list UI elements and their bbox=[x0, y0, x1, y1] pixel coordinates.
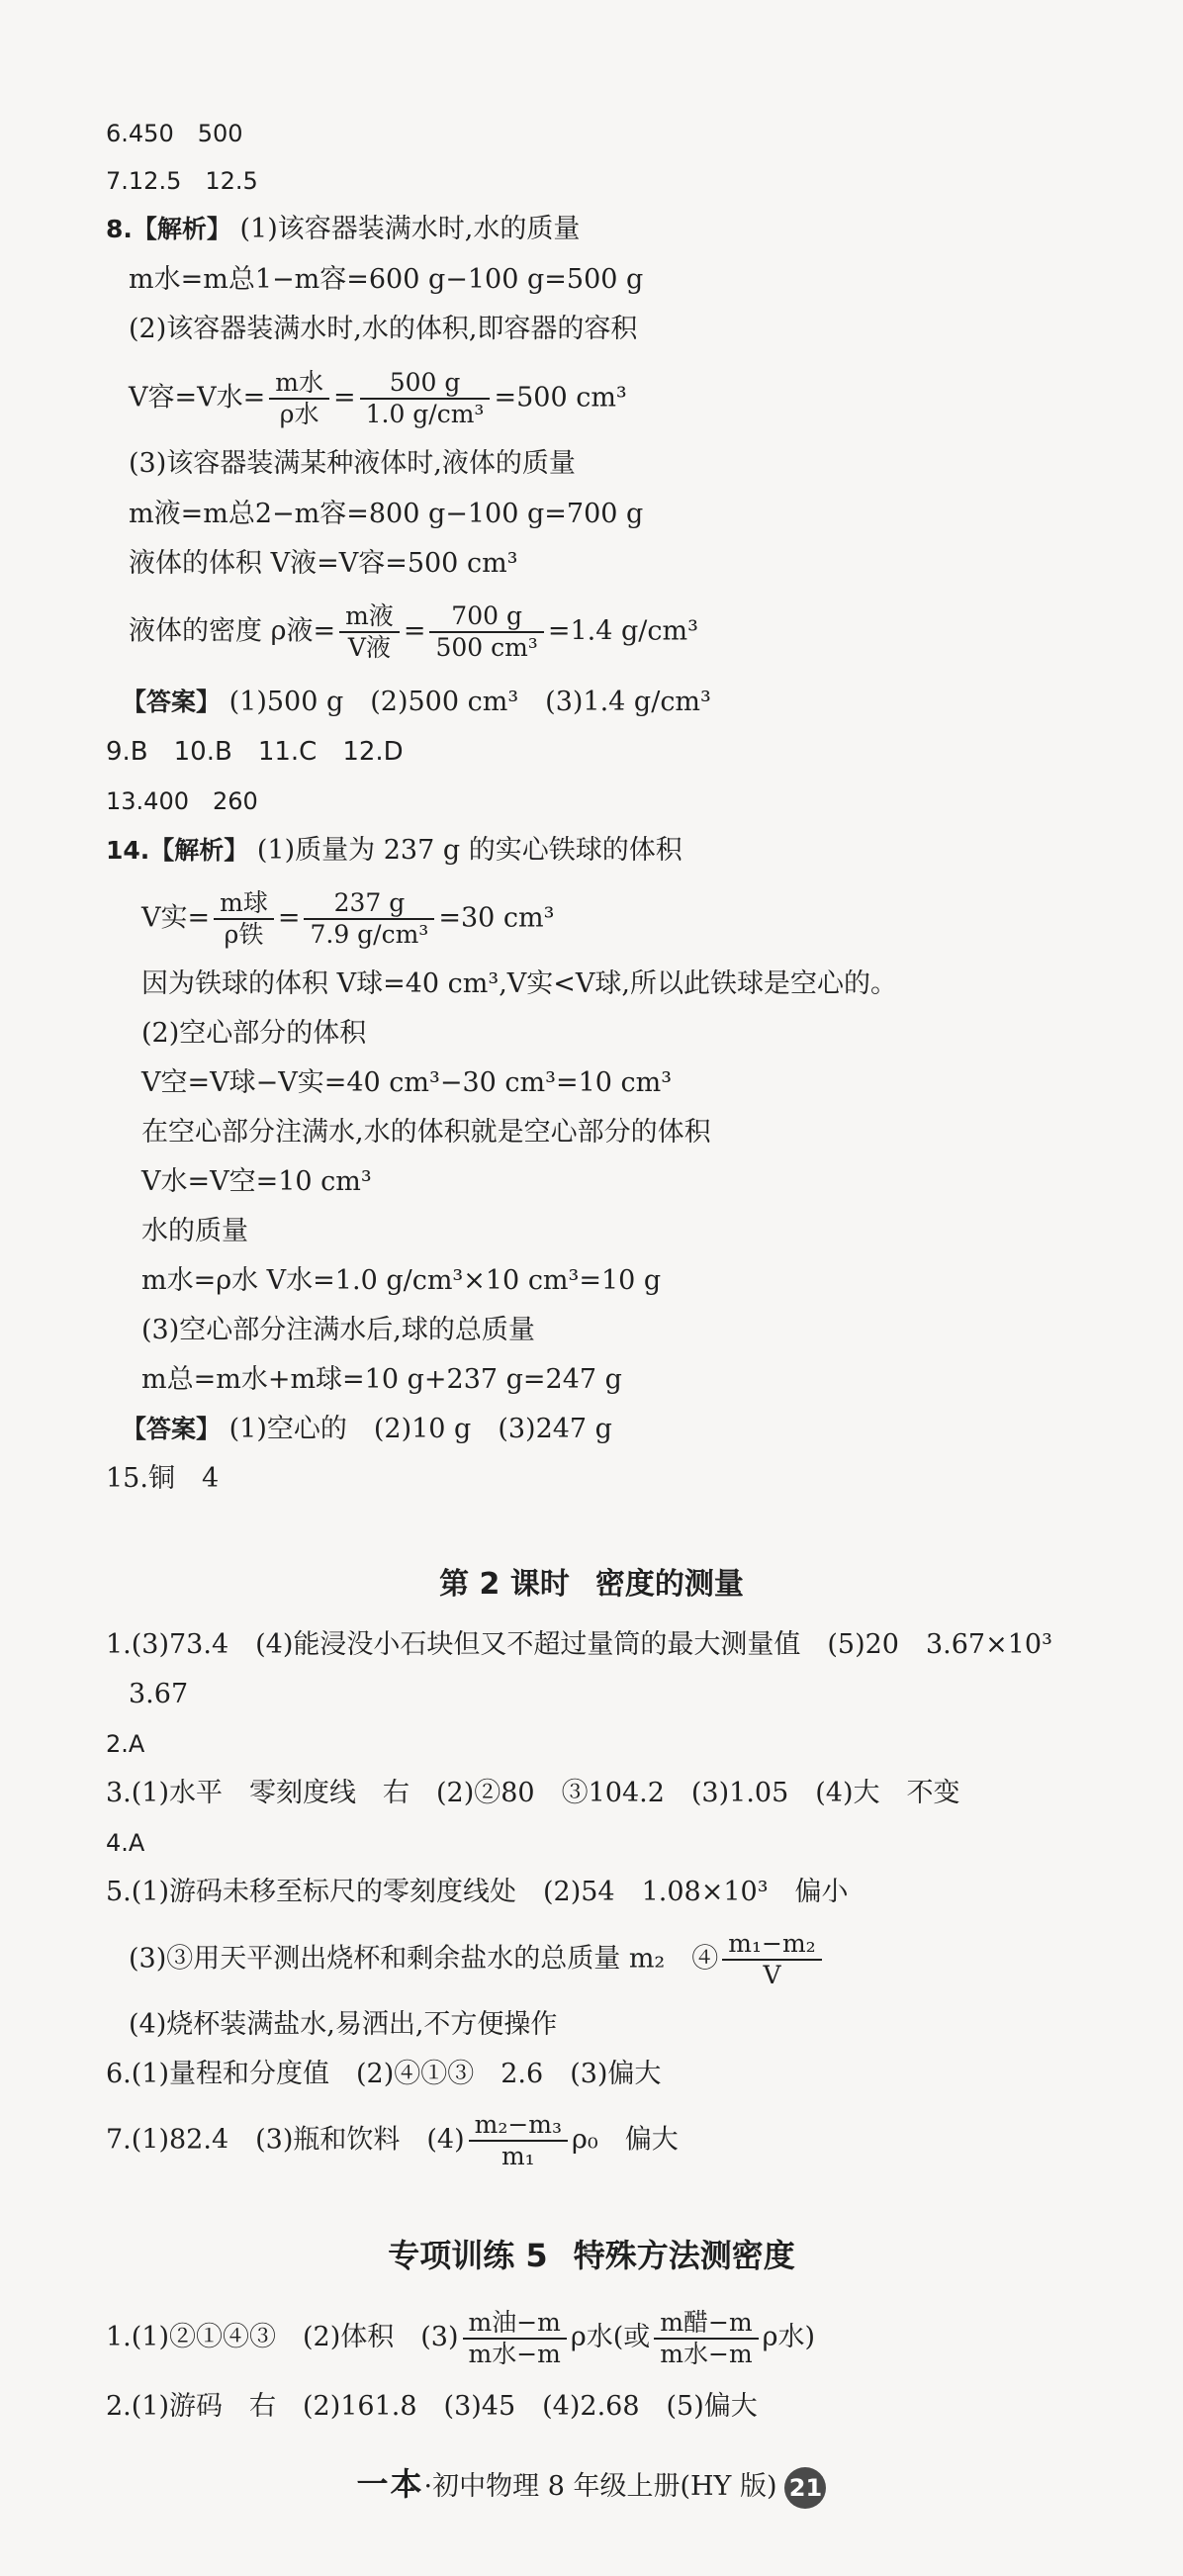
s2-answer-1: 1.(3)73.4 (4)能浸没小石块但又不超过量筒的最大测量值 (5)20 3.67×10³ bbox=[106, 1629, 1052, 1660]
eq-rhs: =30 cm³ bbox=[438, 902, 555, 934]
page-number: 21 bbox=[784, 2467, 826, 2509]
s2-answer-5-part3 bbox=[129, 1929, 826, 1988]
answer-14-eq5: m总=m水+m球=10 g+237 g=247 g bbox=[141, 1364, 622, 1395]
section-training-number: 专项训练 5 bbox=[388, 2237, 548, 2274]
answer-6: 6.450 500 bbox=[106, 120, 243, 147]
eq2-f2-den: 1.0 g/cm³ bbox=[360, 398, 491, 429]
eq-f1-num: m球 bbox=[220, 888, 268, 917]
answer-14-eq1: V实= $\frac{\text{m球}}{\text{ρ铁}}$ = $\frac{237 g}{\text{7.9 g/cm³}}$ =30 cm³ bbox=[141, 888, 555, 949]
brand-logo: 一本 bbox=[356, 2465, 424, 2503]
s2-answer-5: 5.(1)游码未移至标尺的零刻度线处 (2)54 1.08×10³ 偏小 bbox=[106, 1877, 849, 1907]
s2-answer-4: 4.A bbox=[106, 1829, 145, 1857]
s2-answer-2: 2.A bbox=[106, 1730, 145, 1758]
eq2-f1-num: m水 bbox=[275, 368, 323, 397]
answer-14-values: (1)空心的 (2)10 g (3)247 g bbox=[228, 1414, 612, 1444]
answer-tag: 【答案】 bbox=[122, 1415, 222, 1443]
s3-answer-2: 2.(1)游码 右 (2)161.8 (3)45 (4)2.68 (5)偏大 bbox=[106, 2391, 758, 2422]
answer-14-eq4: m水=ρ水 V水=1.0 g/cm³×10 cm³=10 g bbox=[141, 1265, 662, 1296]
answer-7: 7.12.5 12.5 bbox=[106, 167, 258, 195]
s2-answer-7-tail: ρ₀ 偏大 bbox=[572, 2124, 679, 2156]
eq2-fraction-2 bbox=[360, 368, 491, 429]
answer-14-header bbox=[106, 834, 682, 868]
answer-8-eq2: V容=V水= $\frac{\text{m水}}{\text{ρ水}}$ = $\frac{500 g}{\text{1.0 g/cm³}}$ =500 cm³ bbox=[129, 368, 627, 428]
section-lesson-name: 密度的测量 bbox=[594, 1567, 744, 1602]
s3-answer-1 bbox=[106, 2307, 815, 2368]
s2-answer-7 bbox=[106, 2110, 679, 2169]
s3-fraction-oil bbox=[463, 2308, 567, 2369]
answer-tag: 【答案】 bbox=[122, 688, 222, 716]
section-title-special-methods bbox=[0, 2231, 1183, 2276]
fraction-num: m₁−m₂ bbox=[728, 1929, 816, 1958]
s2-answer-6: 6.(1)量程和分度值 (2)④①③ 2.6 (3)偏大 bbox=[106, 2059, 662, 2089]
eq-f2-num: 237 g bbox=[333, 888, 406, 917]
analysis-tag: 8.【解析】 bbox=[106, 215, 231, 243]
s3-fraction-vinegar bbox=[654, 2308, 758, 2369]
eq5-fraction-2 bbox=[429, 601, 543, 663]
answer-8-eq5: 液体的密度 ρ液= $\frac{\text{m液}}{\text{V液}}$ = $\frac{700 g}{\text{500 cm³}}$ =1.4 g/cm³ bbox=[129, 601, 698, 662]
answer-8-values: (1)500 g (2)500 cm³ (3)1.4 g/cm³ bbox=[228, 687, 711, 717]
answer-8-header bbox=[106, 213, 580, 246]
eq2-f2-num: 500 g bbox=[389, 368, 461, 397]
eq-fraction-2 bbox=[304, 888, 434, 950]
s2-answer-5-fraction bbox=[722, 1929, 821, 1990]
answer-14-note: 在空心部分注满水,水的体积就是空心部分的体积 bbox=[141, 1117, 711, 1148]
eq2-fraction-1 bbox=[269, 368, 329, 429]
answer-14-intro: (1)质量为 237 g 的实心铁球的体积 bbox=[256, 835, 682, 866]
page-footer bbox=[0, 2459, 1183, 2509]
section-training-name: 特殊方法测密度 bbox=[573, 2237, 795, 2274]
fraction-num: m醋−m bbox=[660, 2307, 753, 2337]
eq5-f1-den: V液 bbox=[339, 631, 400, 663]
eq5-f2-den: 500 cm³ bbox=[429, 631, 543, 663]
s2-answer-3: 3.(1)水平 零刻度线 右 (2)②80 ③104.2 (3)1.05 (4)大 不变 bbox=[106, 1778, 960, 1808]
answer-8-intro: (1)该容器装满水时,水的质量 bbox=[239, 214, 581, 244]
answer-14-eq2: V空=V球−V实=40 cm³−30 cm³=10 cm³ bbox=[141, 1067, 673, 1098]
answer-14-part3: (3)空心部分注满水后,球的总质量 bbox=[141, 1315, 535, 1345]
eq5-fraction-1 bbox=[339, 601, 400, 663]
s2-answer-1-cont: 3.67 bbox=[129, 1679, 189, 1709]
analysis-tag: 14.【解析】 bbox=[106, 836, 249, 865]
s3-answer-1-mid: ρ水(或 bbox=[570, 2322, 651, 2352]
fraction-num: m₂−m₃ bbox=[474, 2110, 563, 2139]
answer-9-12: 9.B 10.B 11.C 12.D bbox=[106, 737, 404, 767]
answer-8-result bbox=[122, 686, 711, 719]
answer-14-water-mass: 水的质量 bbox=[141, 1216, 248, 1246]
eq2-f1-den: ρ水 bbox=[269, 398, 329, 429]
answer-8-eq4: 液体的体积 V液=V容=500 cm³ bbox=[129, 548, 518, 579]
fraction-den: m₁ bbox=[469, 2140, 568, 2171]
eq5-rhs: =1.4 g/cm³ bbox=[547, 615, 698, 647]
answer-14-conclusion: 因为铁球的体积 V球=40 cm³,V实<V球,所以此铁球是空心的。 bbox=[141, 968, 897, 999]
s2-answer-7-text: 7.(1)82.4 (3)瓶和饮料 (4) bbox=[106, 2124, 465, 2156]
answer-15: 15.铜 4 bbox=[106, 1463, 220, 1494]
eq-f1-den: ρ铁 bbox=[214, 918, 274, 950]
answer-8-part2: (2)该容器装满水时,水的体积,即容器的容积 bbox=[129, 314, 638, 344]
answer-13: 13.400 260 bbox=[106, 787, 258, 815]
eq5-f2-num: 700 g bbox=[451, 601, 522, 630]
answer-8-part3: (3)该容器装满某种液体时,液体的质量 bbox=[129, 448, 576, 479]
answer-14-part2: (2)空心部分的体积 bbox=[141, 1018, 367, 1049]
section-title-density-measurement bbox=[0, 1559, 1183, 1603]
answer-14-result bbox=[122, 1413, 612, 1446]
fraction-den: V bbox=[722, 1959, 821, 1990]
s2-answer-5-part4: (4)烧杯装满盐水,易洒出,不方便操作 bbox=[129, 2009, 558, 2040]
fraction-den: m水−m bbox=[463, 2338, 567, 2369]
fraction-den: m水−m bbox=[654, 2338, 758, 2369]
answer-8-eq3: m液=m总2−m容=800 g−100 g=700 g bbox=[129, 499, 644, 529]
s2-answer-5-part3-text: (3)③用天平测出烧杯和剩余盐水的总质量 m₂ ④ bbox=[129, 1943, 719, 1975]
eq5-lhs: 液体的密度 ρ液= bbox=[129, 615, 336, 647]
book-title: ·初中物理 8 年级上册(HY 版) bbox=[423, 2471, 777, 2502]
s3-answer-1-text: 1.(1)②①④③ (2)体积 (3) bbox=[106, 2322, 459, 2352]
eq2-rhs: =500 cm³ bbox=[494, 382, 627, 414]
s2-answer-7-fraction bbox=[469, 2110, 568, 2171]
eq-lhs: V实= bbox=[141, 902, 211, 934]
answer-8-eq1: m水=m总1−m容=600 g−100 g=500 g bbox=[129, 264, 644, 295]
answer-14-eq3: V水=V空=10 cm³ bbox=[141, 1166, 372, 1197]
section-lesson-number: 第 2 课时 bbox=[439, 1567, 570, 1602]
eq-fraction-1 bbox=[214, 888, 274, 950]
eq-f2-den: 7.9 g/cm³ bbox=[304, 918, 434, 950]
fraction-num: m油−m bbox=[468, 2307, 561, 2337]
eq5-f1-num: m液 bbox=[345, 601, 394, 630]
s3-answer-1-tail: ρ水) bbox=[762, 2322, 816, 2352]
eq2-lhs: V容=V水= bbox=[129, 382, 266, 414]
